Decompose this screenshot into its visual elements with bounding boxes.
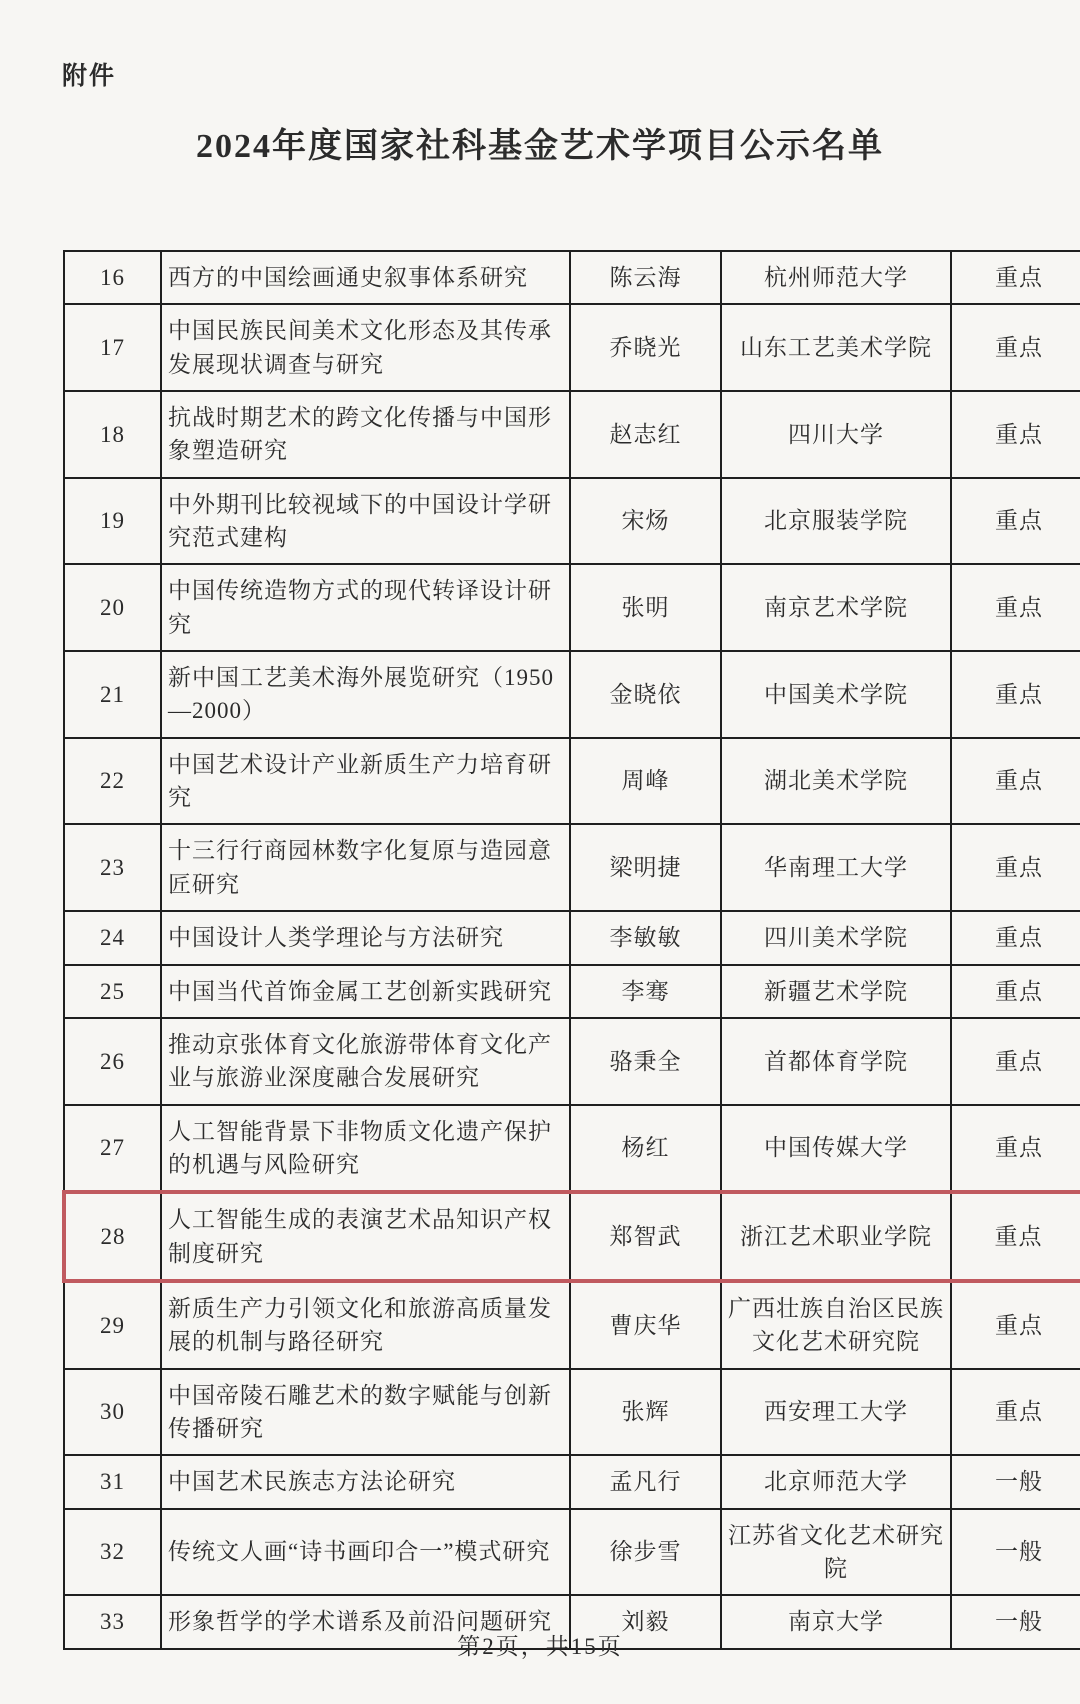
category-label: 重点 [951,965,1080,1018]
table-row [64,1509,1080,1596]
project-leader: 李敏敏 [570,911,721,964]
institution-name: 新疆艺术学院 [721,965,951,1018]
row-number: 19 [64,478,161,565]
category-label: 重点 [951,1192,1080,1281]
category-label: 重点 [951,824,1080,911]
project-title: 中国传统造物方式的现代转译设计研究 [161,564,570,651]
row-number: 27 [64,1105,161,1193]
institution-name: 北京师范大学 [721,1455,951,1508]
category-label: 重点 [951,478,1080,565]
page-number: 第2页，共15页 [457,1634,623,1659]
institution-name: 南京艺术学院 [721,564,951,651]
institution-name: 山东工艺美术学院 [721,304,951,391]
row-number: 20 [64,564,161,651]
institution-name: 杭州师范大学 [721,251,951,304]
row-number: 29 [64,1281,161,1369]
project-leader: 宋炀 [570,478,721,565]
project-title: 人工智能生成的表演艺术品知识产权制度研究 [161,1192,570,1281]
table-row [64,651,1080,738]
page-title: 2024年度国家社科基金艺术学项目公示名单 [196,128,884,165]
table-row [64,911,1080,964]
institution-name: 中国美术学院 [721,651,951,738]
row-number: 24 [64,911,161,964]
table-row [64,738,1080,825]
attachment-label: 附件 [62,63,117,90]
project-leader: 乔晓光 [570,304,721,391]
table-row [64,1455,1080,1508]
project-leader: 梁明捷 [570,824,721,911]
project-leader: 杨红 [570,1105,721,1193]
project-leader: 李骞 [570,965,721,1018]
projects-table-container [62,250,1043,1650]
project-leader: 刘毅 [570,1595,721,1648]
table-row [64,564,1080,651]
project-leader: 曹庆华 [570,1281,721,1369]
project-title: 推动京张体育文化旅游带体育文化产业与旅游业深度融合发展研究 [161,1018,570,1105]
row-number: 26 [64,1018,161,1105]
project-title: 中外期刊比较视域下的中国设计学研究范式建构 [161,478,570,565]
category-label: 一般 [951,1455,1080,1508]
project-leader: 赵志红 [570,391,721,478]
table-row [64,391,1080,478]
table-row [64,478,1080,565]
project-leader: 张辉 [570,1369,721,1456]
project-leader: 徐步雪 [570,1509,721,1596]
project-leader: 张明 [570,564,721,651]
institution-name: 北京服装学院 [721,478,951,565]
institution-name: 四川美术学院 [721,911,951,964]
project-title: 中国帝陵石雕艺术的数字赋能与创新传播研究 [161,1369,570,1456]
project-title: 十三行行商园林数字化复原与造园意匠研究 [161,824,570,911]
category-label: 一般 [951,1509,1080,1596]
category-label: 一般 [951,1595,1080,1648]
project-title: 形象哲学的学术谱系及前沿问题研究 [161,1595,570,1648]
table-row [64,1105,1080,1193]
row-number: 22 [64,738,161,825]
category-label: 重点 [951,564,1080,651]
projects-table [62,250,1080,1650]
category-label: 重点 [951,1281,1080,1369]
table-row [64,304,1080,391]
institution-name: 湖北美术学院 [721,738,951,825]
institution-name: 南京大学 [721,1595,951,1648]
institution-name: 首都体育学院 [721,1018,951,1105]
category-label: 重点 [951,1369,1080,1456]
table-row [64,1192,1080,1281]
institution-name: 中国传媒大学 [721,1105,951,1193]
category-label: 重点 [951,391,1080,478]
institution-name: 四川大学 [721,391,951,478]
project-title: 中国艺术设计产业新质生产力培育研究 [161,738,570,825]
table-row [64,1369,1080,1456]
project-leader: 金晓依 [570,651,721,738]
table-row [64,824,1080,911]
project-leader: 孟凡行 [570,1455,721,1508]
project-title: 新质生产力引领文化和旅游高质量发展的机制与路径研究 [161,1281,570,1369]
row-number: 16 [64,251,161,304]
row-number: 30 [64,1369,161,1456]
category-label: 重点 [951,911,1080,964]
project-title: 传统文人画“诗书画印合一”模式研究 [161,1509,570,1596]
table-row [64,965,1080,1018]
institution-name: 西安理工大学 [721,1369,951,1456]
project-title: 中国当代首饰金属工艺创新实践研究 [161,965,570,1018]
category-label: 重点 [951,251,1080,304]
project-title: 人工智能背景下非物质文化遗产保护的机遇与风险研究 [161,1105,570,1193]
row-number: 23 [64,824,161,911]
row-number: 21 [64,651,161,738]
institution-name: 江苏省文化艺术研究院 [721,1509,951,1596]
category-label: 重点 [951,1018,1080,1105]
institution-name: 广西壮族自治区民族文化艺术研究院 [721,1281,951,1369]
row-number: 33 [64,1595,161,1648]
row-number: 28 [64,1192,161,1281]
table-row [64,251,1080,304]
row-number: 25 [64,965,161,1018]
institution-name: 华南理工大学 [721,824,951,911]
project-title: 中国艺术民族志方法论研究 [161,1455,570,1508]
row-number: 18 [64,391,161,478]
category-label: 重点 [951,1105,1080,1193]
project-title: 新中国工艺美术海外展览研究（1950—2000） [161,651,570,738]
category-label: 重点 [951,304,1080,391]
category-label: 重点 [951,738,1080,825]
project-title: 中国设计人类学理论与方法研究 [161,911,570,964]
project-leader: 骆秉全 [570,1018,721,1105]
projects-table-body [64,251,1080,1649]
project-leader: 郑智武 [570,1192,721,1281]
row-number: 32 [64,1509,161,1596]
project-leader: 陈云海 [570,251,721,304]
table-row [64,1018,1080,1105]
project-title: 抗战时期艺术的跨文化传播与中国形象塑造研究 [161,391,570,478]
row-number: 17 [64,304,161,391]
category-label: 重点 [951,651,1080,738]
table-row [64,1281,1080,1369]
row-number: 31 [64,1455,161,1508]
institution-name: 浙江艺术职业学院 [721,1192,951,1281]
project-title: 西方的中国绘画通史叙事体系研究 [161,251,570,304]
project-leader: 周峰 [570,738,721,825]
project-title: 中国民族民间美术文化形态及其传承发展现状调查与研究 [161,304,570,391]
